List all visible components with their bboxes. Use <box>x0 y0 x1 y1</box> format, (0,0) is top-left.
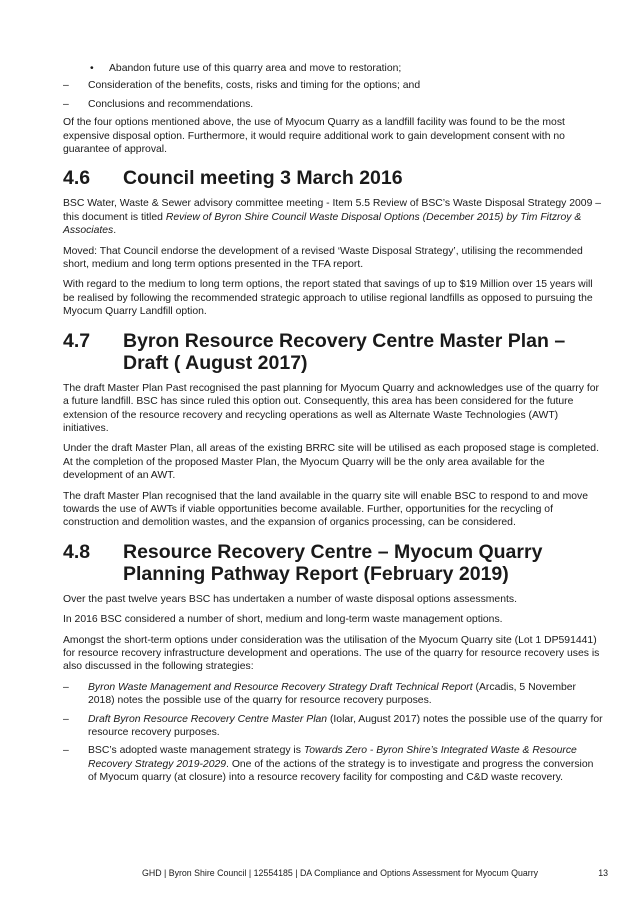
section-title: Byron Resource Recovery Centre Master Plan – Draft ( August 2017) <box>123 329 566 374</box>
section-title: Council meeting 3 March 2016 <box>123 167 403 190</box>
dash-item <box>63 79 603 92</box>
strategy-title-italic: Byron Waste Management and Resource Recovery Strategy Draft Technical Report <box>88 681 473 693</box>
dash-marker: – <box>63 98 69 110</box>
paragraph: The draft Master Plan Past recognised the past planning for Myocum Quarry and acknowledges use of the quarry for a future landfill. BSC has since ruled this option out. Consequently, this area has been considered for the future extension of the resource recovery and recycling operations as well as Alternate Waste Technologies (AWT) initiatives. <box>63 382 599 434</box>
dash-item <box>63 744 603 784</box>
document-title-italic: Review of Byron Shire Council Waste Disposal Options (December 2015) by Tim Fitzroy & Associates <box>63 211 582 237</box>
dash-marker: – <box>63 80 69 92</box>
section-number: 4.8 <box>63 540 91 563</box>
document-page <box>63 62 603 790</box>
footer-text: GHD | Byron Shire Council | 12554185 | DA Compliance and Options Assessment for Myocum Quarry <box>142 868 539 878</box>
page-footer <box>142 868 608 879</box>
dash-text: BSC’s adopted waste management strategy is <box>88 745 304 757</box>
section-number: 4.6 <box>63 167 91 190</box>
page-number: 13 <box>598 868 608 878</box>
dash-marker: – <box>63 713 69 725</box>
dash-text: (Iolar, August 2017) notes the possible use of the quarry for resource recovery purposes. <box>88 713 603 738</box>
strategy-title-italic: Draft Byron Resource Recovery Centre Master Plan <box>88 713 328 725</box>
dash-marker: – <box>63 745 69 757</box>
strategy-title-italic: Towards Zero - Byron Shire’s Integrated Waste & Resource Recovery Strategy 2019-2029 <box>88 745 577 770</box>
paragraph: Of the four options mentioned above, the use of Myocum Quarry as a landfill facility was found to be the most expensive disposal option. Furthermore, it would require additional work to gain development consent with no guarantee of approval. <box>63 117 565 156</box>
paragraph <box>63 197 603 237</box>
paragraph: With regard to the medium to long term options, the report stated that savings of up to $19 Million over 15 years will be realised by following the recommended strategic approach to utilise regional landfills as opposed to pursuing the Myocum Quarry Landfill option. <box>63 279 593 318</box>
dash-text: (Arcadis, 5 November 2018) notes the possible use of the quarry for resource recovery purposes. <box>88 681 577 707</box>
section-number: 4.7 <box>63 329 91 352</box>
paragraph-text: . <box>113 225 117 237</box>
dash-item <box>63 681 603 708</box>
section-title: Resource Recovery Centre – Myocum Quarry Planning Pathway Report (February 2019) <box>123 540 543 585</box>
paragraph: Under the draft Master Plan, all areas of the existing BRRC site will be utilised as each proposed stage is completed. At the completion of the proposed Master Plan, the Myocum Quarry will be the only area available for the development of an AWT. <box>63 443 599 482</box>
paragraph: Over the past twelve years BSC has undertaken a number of waste disposal options assessments. <box>63 593 517 605</box>
dash-text: Consideration of the benefits, costs, risks and timing for the options; and <box>88 80 421 92</box>
paragraph: Amongst the short-term options under consideration was the utilisation of the Myocum Quarry site (Lot 1 DP591441) for resource recovery infrastructure development and operations. The use of the quarry for resource recovery uses is also discussed in the following strategies: <box>63 634 600 673</box>
dash-marker: – <box>63 681 69 693</box>
paragraph: In 2016 BSC considered a number of short, medium and long-term waste management options. <box>63 614 503 626</box>
bullet-marker: • <box>90 63 94 74</box>
dash-item <box>63 98 603 111</box>
section-heading-4-8 <box>63 541 603 585</box>
dash-item <box>63 713 603 740</box>
paragraph-text: BSC Water, Waste & Sewer advisory committee meeting - Item 5.5 Review of BSC’s Waste Disposal Strategy 2009 – this document is titled <box>63 198 602 223</box>
section-heading-4-7 <box>63 330 603 374</box>
section-heading-4-6 <box>63 167 603 189</box>
bullet-item <box>63 62 603 75</box>
dash-text: Conclusions and recommendations. <box>88 98 254 110</box>
bullet-text: Abandon future use of this quarry area and move to restoration; <box>109 63 402 74</box>
paragraph: Moved: That Council endorse the development of a revised ‘Waste Disposal Strategy’, utilising the recommended short, medium and long term options presented in the TFA report. <box>63 245 583 271</box>
paragraph: The draft Master Plan recognised that the land available in the quarry site will enable BSC to respond to and move towards the use of AWTs if viable opportunities become available. Further, opportunities for the recycling of construction and demolition wastes, and the expansion of organics processing, can be considered. <box>63 490 589 529</box>
dash-text: . One of the actions of the strategy is to investigate and progress the conversion of Myocum quarry (at closure) into a resource recovery facility for composting and C&D waste recovery. <box>88 758 594 784</box>
